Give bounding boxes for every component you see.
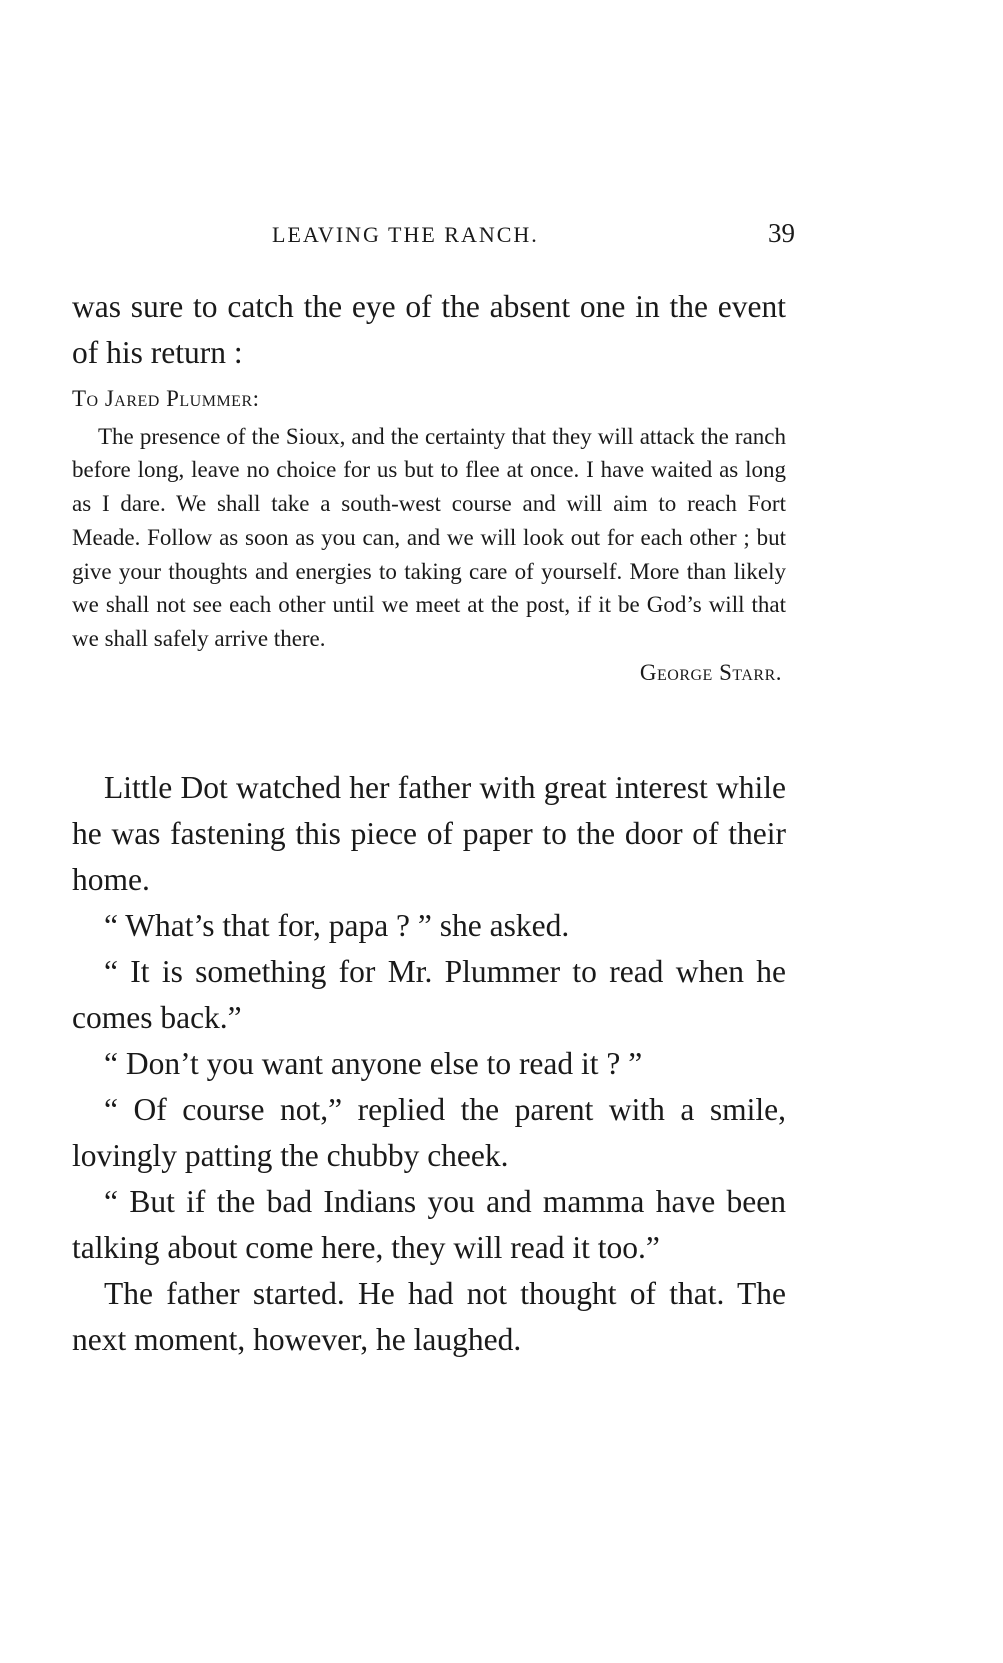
paragraph: “ What’s that for, papa ? ” she asked. <box>104 908 570 943</box>
paragraph: The father started. He had not thought of that. The next moment, however, he laughed. <box>72 1276 786 1357</box>
paragraph: “ Of course not,” replied the parent with a smile, lovingly patting the chubby cheek. <box>72 1092 786 1173</box>
paragraph: “ It is something for Mr. Plummer to read when he comes back.” <box>72 954 786 1035</box>
opening-text <box>72 284 786 376</box>
letter-body: The presence of the Sioux, and the certainty that they will attack the ranch before long, leave no choice for us but to flee at once. I have waited as long as I dare. We shall take a south-west course and will aim to reach Fort Meade. Follow as soon as you can, and we will look out for each other ; but give your thoughts and energies to taking care of yourself. More than likely we shall not see each other until we meet at the post, if it be God’s will that we shall safely arrive there. <box>72 423 786 651</box>
paragraph-continued: was sure to catch the eye of the absent one in the event of his return : <box>72 289 786 370</box>
chapter-title: LEAVING THE RANCH. <box>272 222 539 247</box>
paragraph: “ Don’t you want anyone else to read it ? ” <box>104 1046 643 1081</box>
letter-salutation: To Jared Plummer: <box>72 386 260 411</box>
letter-note <box>72 382 786 689</box>
main-text <box>72 765 786 1363</box>
running-head <box>260 218 795 252</box>
paragraph: “ But if the bad Indians you and mamma have been talking about come here, they will read it too.” <box>72 1184 786 1265</box>
letter-signature: George Starr. <box>639 659 782 685</box>
page-number: 39 <box>768 218 795 248</box>
paragraph: Little Dot watched her father with great interest while he was fastening this piece of paper to the door of their home. <box>72 770 786 897</box>
